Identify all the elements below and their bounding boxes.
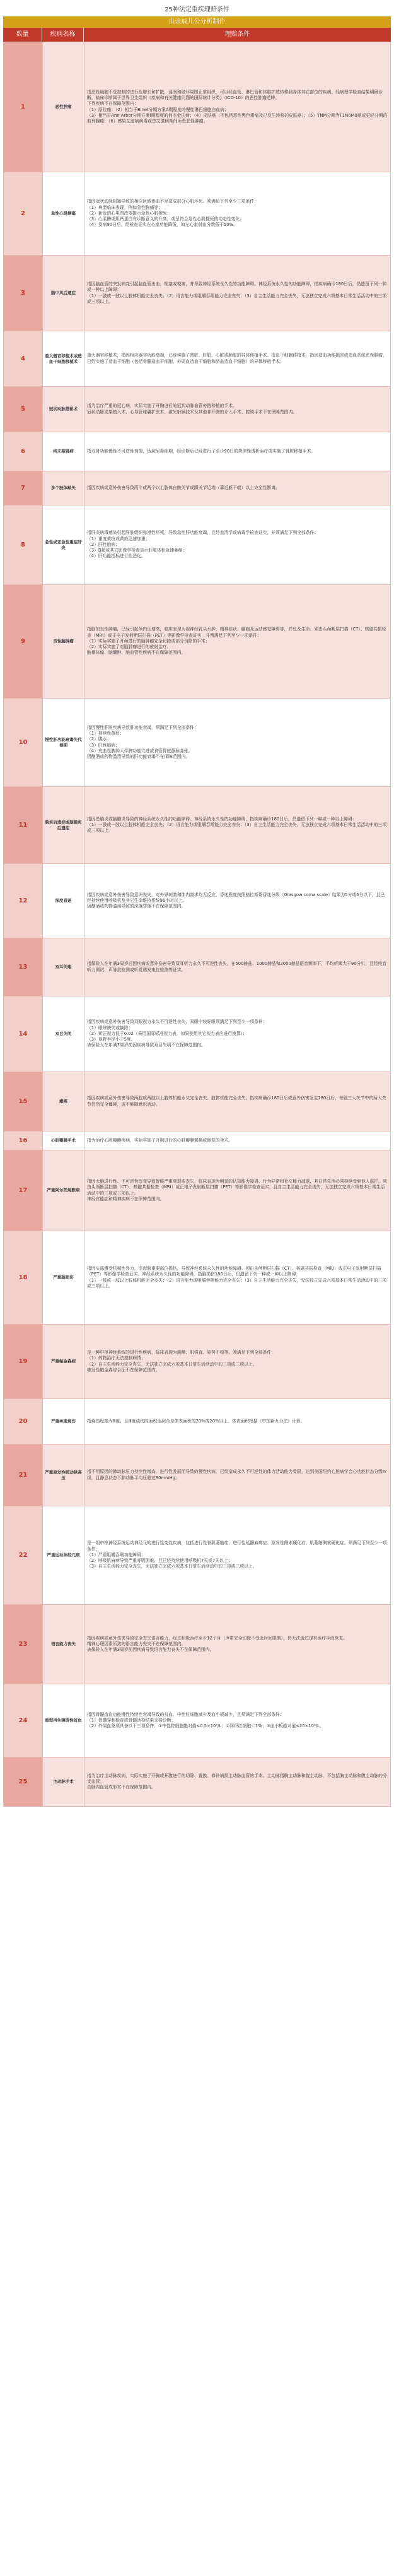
header-number: 数量 — [3, 28, 42, 42]
table-row — [4, 1231, 390, 1324]
row-number: 15 — [4, 1072, 43, 1131]
disease-name: 严重Ⅲ度烧伤 — [43, 1399, 84, 1444]
row-number: 4 — [4, 331, 43, 386]
disease-name: 恶性肿瘤 — [43, 42, 84, 172]
row-number: 3 — [4, 256, 43, 331]
claim-condition-cell — [84, 1684, 390, 1757]
disease-name: 语言能力丧失 — [43, 1605, 84, 1684]
claim-condition-cell — [84, 938, 390, 996]
claim-condition-cell — [84, 1150, 390, 1231]
claim-condition-text: 指因疾病或意外伤害导致双眼视力永久不可逆性丧失，双眼中较好眼须满足下列至少一项条件： （1）眼球缺失或摘除； （2）矫正视力低于0.02（采用国际标准视力表，如果使用其它视力表应进行换算）； （3）视野半径小于5度。 被保险人在年满3周岁前因疾病导致双目失明不在保障范围内。 — [87, 1019, 267, 1048]
disease-name: 严重脑损伤 — [43, 1231, 84, 1324]
claim-condition-cell — [84, 1072, 390, 1131]
disease-table — [3, 42, 391, 1807]
claim-condition-text: 指因疾病或意外伤害导致两肢或两肢以上肢体机能永久完全丧失。肢体机能完全丧失，指疾病确诊180日后或意外伤害发生180日后，每肢三大关节中的两大关节仍然完全僵硬，或不能随意识活动。 — [87, 1096, 386, 1107]
claim-condition-cell — [84, 1131, 390, 1150]
row-number: 8 — [4, 505, 43, 584]
row-number: 20 — [4, 1399, 43, 1444]
claim-condition-cell — [84, 42, 390, 172]
claim-condition-text: 指脑的良性肿瘤，已经引起颅内压增高，临床表现为视神经乳头水肿、精神症状、癫痫及运动感觉障碍等，并危及生命。须由头颅断层扫描（CT）、核磁共振检查（MRI）或正电子发射断层扫描（PET）等影像学检查证实，并须满足下列至少一项条件： （1）实际实施了开颅进行的脑肿瘤完全切除或部分切除的手术； （2）实际实施了对脑肿瘤进行的放射治疗。 脑垂体瘤、脑囊肿、脑血管性疾病不在保障范围内。 — [87, 627, 386, 656]
claim-condition-text: 指烧伤程度为Ⅲ度，且Ⅲ度烧伤的面积达到全身体表面积的20%或20%以上。体表面积根据《中国新九分法》计算。 — [87, 1418, 305, 1424]
header-disease: 疾病名称 — [42, 28, 84, 42]
table-row — [4, 786, 390, 863]
disease-name: 急性或亚急性重症肝炎 — [43, 505, 84, 584]
disease-name: 心脏瓣膜手术 — [43, 1131, 84, 1150]
claim-condition-text: 指不明原因的肺动脉压力持续性增高，进行性发展而导致的慢性疾病，已经造成永久不可逆性的体力活动能力受限，达到美国纽约心脏病学会心功能状态分级Ⅳ级，且静息状态下肺动脉平均压超过30mmHg。 — [87, 1469, 387, 1480]
claim-condition-text: 指因疾病或意外伤害导致意识丧失，对外界刺激和体内需求均无反应，昏迷程度按照格拉斯哥昏迷分级（Glasgow coma scale）结果为5分或5分以下，且已经持续使用呼吸机及其它生命维持系统96小时以上。 因酗酒或药物滥用导致的深度昏迷不在保障范围内。 — [87, 892, 385, 909]
claim-condition-text: 是一组中枢神经系统运动神经元的进行性变性疾病，包括进行性脊肌萎缩症、进行性延髓麻痹症、原发性侧索硬化症、肌萎缩侧索硬化症。须满足下列至少一项条件： （1）严重咀嚼吞咽功能障碍； （2）呼吸肌麻痹导致严重呼吸困难，且已经持续使用呼吸机7天或7天以上； （3）自主生活能力完全丧失，无法独立完成六项基本日常生活活动中的三项或三项以上。 — [87, 1540, 387, 1569]
claim-condition-text: 指为治疗心脏瓣膜疾病，实际实施了开胸进行的心脏瓣膜置换或修复的手术。 — [87, 1137, 233, 1143]
row-number: 22 — [4, 1506, 43, 1604]
claim-condition-cell — [84, 471, 390, 505]
table-row — [4, 42, 390, 172]
row-number: 12 — [4, 864, 43, 938]
disease-name: 主动脉手术 — [43, 1758, 84, 1806]
disease-name: 重型再生障碍性贫血 — [43, 1684, 84, 1757]
claim-condition-cell — [84, 864, 390, 938]
claim-condition-cell — [84, 1399, 390, 1444]
row-number: 10 — [4, 699, 43, 786]
claim-condition-cell — [84, 996, 390, 1072]
header-condition: 理赔条件 — [224, 31, 250, 38]
disease-name: 严重帕金森病 — [43, 1325, 84, 1398]
claim-condition-text: 指保险人在年满3周岁后因疾病或意外伤害导致双耳听力永久不可逆性丧失，在500赫兹、1000赫兹和2000赫兹语音频率下，平均听阈大于90分贝，且经纯音听力测试、声导抗检测或听觉诱发电位检测等证实。 — [87, 961, 387, 972]
claim-condition-cell — [84, 1325, 390, 1398]
table-row — [4, 1398, 390, 1444]
row-number: 19 — [4, 1325, 43, 1398]
claim-condition-text: 指因慢性肝脏疾病导致肝功能衰竭，须满足下列全部条件： （1）持续性黄疸； （2）腹水； （3）肝性脑病； （4）充血性脾肿大伴脾功能亢进或食管胃底静脉曲张。 因酗酒或药物滥用导致的肝功能衰竭不在保障范围内。 — [87, 724, 199, 760]
table-row — [4, 1757, 390, 1806]
disease-name: 严重阿尔茨海默病 — [43, 1150, 84, 1231]
disease-name: 重大器官移植术或造血干细胞移植术 — [43, 331, 84, 386]
row-number: 25 — [4, 1758, 43, 1806]
claim-condition-cell — [84, 585, 390, 698]
row-number: 13 — [4, 938, 43, 996]
claim-condition-text: 指双肾功能慢性不可逆性衰竭，达到尿毒症期，经诊断后已经进行了至少90日的规律性透析治疗或实施了肾脏移植手术。 — [87, 448, 316, 454]
claim-condition-text: 重大器官移植术，指因相应器官功能衰竭，已经实施了肾脏、肝脏、心脏或肺脏的异体移植手术。造血干细胞移植术，指因造血功能损害或造血系统恶性肿瘤，已经实施了造血干细胞（包括骨髓造血干细胞、外周血造血干细胞和脐血造血干细胞）的异体移植手术。 — [87, 353, 387, 364]
table-row — [4, 1444, 390, 1506]
disease-name: 双目失明 — [43, 996, 84, 1072]
table-row — [4, 331, 390, 386]
claim-condition-text: 指因脑血管的突发病变引起脑血管出血、栓塞或梗塞，并导致神经系统永久性的功能障碍。神经系统永久性的功能障碍，指疾病确诊180日后，仍遗留下列一种或一种以上障碍： （1）一肢或一肢以上肢体机能完全丧失；（2）语言能力或咀嚼吞咽能力完全丧失；（3）自主生活能力完全丧失，无法独立完成六项基本日常生活活动中的三项或三项以上。 — [87, 281, 387, 304]
claim-condition-text: 指因疾病或意外伤害导致完全丧失语言能力，经过积极治疗至少12个月（声带完全切除不受此时间限制），仍无法通过现有医疗手段恢复。 精神心理因素所致的语言能力丧失不在保障范围内。 被保险人在年满3周岁前因疾病导致语言能力丧失不在保障范围内。 — [87, 1635, 348, 1653]
disease-name: 脑炎后遗症或脑膜炎后遗症 — [43, 787, 84, 863]
table-row — [4, 1324, 390, 1398]
claim-condition-cell — [84, 1445, 390, 1506]
claim-condition-text: 指因大脑进行性、不可逆性改变导致智能严重衰退或丧失，临床表现为明显的认知能力障碍、行为异常和社交能力减退，其日常生活必须持续受到他人监护。须由头颅断层扫描（CT）、核磁共振检查（MRI）或正电子发射断层扫描（PET）等影像学检查证实，且自主生活能力完全丧失，无法独立完成六项基本日常生活活动中的三项或三项以上。 神经官能症和精神疾病不在保障范围内。 — [87, 1178, 387, 1202]
table-row — [4, 584, 390, 698]
table-row — [4, 471, 390, 505]
row-number: 18 — [4, 1231, 43, 1324]
disease-name: 脑中风后遗症 — [43, 256, 84, 331]
table-row — [4, 1684, 390, 1757]
claim-condition-cell — [84, 256, 390, 331]
disease-name: 急性心肌梗塞 — [43, 172, 84, 255]
author-banner: 由亲戚儿公分析制作 — [3, 16, 391, 28]
claim-condition-text: 指因疾病或意外伤害导致两个或两个以上肢体自腕关节或踝关节近端（靠近躯干端）以上完全性断离。 — [87, 485, 280, 490]
table-header — [3, 28, 391, 42]
row-number: 2 — [4, 172, 43, 255]
claim-condition-text: 指因骨髓造血功能慢性持续性衰竭导致的贫血、中性粒细胞减少及血小板减少，且须满足下列全部条件： （1）骨髓穿刺检查或骨髓活检结果支持诊断； （2）外周血象须具备以下三项条件：①中性粒细胞绝对值≤0.5×10⁹/L；②网织红细胞＜1%；③血小板绝对值≤20×10⁹/L。 — [87, 1711, 324, 1729]
disease-name: 良性脑肿瘤 — [43, 585, 84, 698]
row-number: 24 — [4, 1684, 43, 1757]
disease-name: 深度昏迷 — [43, 864, 84, 938]
claim-condition-cell — [84, 432, 390, 471]
claim-condition-text: 指因头部遭受机械性外力，引起脑重要部位损伤，导致神经系统永久性的功能障碍。须由头颅断层扫描（CT）、核磁共振检查（MRI）或正电子发射断层扫描（PET）等影像学检查证实。神经系统永久性的功能障碍，指脑损伤180日后，仍遗留下列一种或一种以上障碍： （1）一肢或一肢以上肢体机能完全丧失；（2）语言能力或咀嚼吞咽能力完全丧失；（3）自主生活能力完全丧失，无法独立完成六项基本日常生活活动中的三项或三项以上。 — [87, 1265, 387, 1289]
claim-condition-text: 指因冠状动脉阻塞导致的相应区域供血不足造成部分心肌坏死。须满足下列至少三项条件： （1）典型临床表现，例如急性胸痛等； （2）新近的心电图改变提示急性心肌梗死； （3）心肌酶或肌钙蛋白有诊断意义的升高，或呈符合急性心肌梗死的动态性变化； （4）发病90日后，经检查证实左心室功能降低，如左心室射血分数低于50%。 — [87, 199, 258, 228]
document-title: 25种法定重疾理赔条件 — [165, 6, 229, 13]
disease-name: 终末期肾病 — [43, 432, 84, 471]
row-number: 7 — [4, 471, 43, 505]
claim-condition-text: 指为治疗严重的冠心病，实际实施了开胸进行的冠状动脉血管旁路移植的手术。 冠状动脉支架植入术、心导管球囊扩张术、激光射频技术及其他非开胸的介入手术、腔镜手术不在保障范围内。 — [87, 403, 298, 415]
table-row — [4, 938, 390, 996]
table-row — [4, 386, 390, 432]
claim-condition-text: 指因患脑炎或脑膜炎导致的神经系统永久性的功能障碍。神经系统永久性的功能障碍，指疾病确诊180日后，仍遗留下列一种或一种以上障碍： （1）一肢或一肢以上肢体机能完全丧失；（2）语言能力或咀嚼吞咽能力完全丧失；（3）自主生活能力完全丧失，无法独立完成六项基本日常生活活动中的三项或三项以上。 — [87, 816, 387, 834]
disease-name: 严重运动神经元病 — [43, 1506, 84, 1604]
disease-name: 冠状动脉搭桥术 — [43, 387, 84, 432]
claim-condition-cell — [84, 172, 390, 255]
row-number: 9 — [4, 585, 43, 698]
row-number: 14 — [4, 996, 43, 1072]
row-number: 1 — [4, 42, 43, 172]
row-number: 6 — [4, 432, 43, 471]
claim-condition-text: 指肝炎病毒感染引起肝脏组织弥漫性坏死，导致急性肝功能衰竭，且经血清学或病毒学检查证实，并须满足下列全部条件： （1）重度黄疸或黄疸迅速加重； （2）肝性脑病； （3）B超或其它影像学检查显示肝脏体积急速萎缩； （4）肝功能指标进行性恶化。 — [87, 530, 319, 559]
table-row — [4, 1131, 390, 1150]
claim-condition-cell — [84, 387, 390, 432]
disease-name: 慢性肝功能衰竭失代偿期 — [43, 699, 84, 786]
row-number: 11 — [4, 787, 43, 863]
claim-condition-cell — [84, 1231, 390, 1324]
row-number: 5 — [4, 387, 43, 432]
claim-condition-cell — [84, 331, 390, 386]
table-row — [4, 698, 390, 786]
claim-condition-text: 指恶性细胞不受控制的进行性增长和扩散，浸润和破坏周围正常组织，可以经血管、淋巴管和体腔扩散转移到身体其它部位的疾病。经病理学检查结果明确诊断，临床诊断属于世界卫生组织《疾病和有关健康问题的国际统计分类》（ICD-10）的恶性肿瘤范畴。 下列疾病不在保障范围内： （1）原位癌；（2）相当于Binet分期方案A期程度的慢性淋巴细胞白血病； （3）相当于Ann Arbor分期方案I期程度的何杰金氏病；（4）皮肤癌（不包括恶性黑色素瘤及已发生转移的皮肤癌）；（5）TNM分期为T1N0M0期或更轻分期的前列腺癌；（6）感染艾滋病病毒或患艾滋病期间所患恶性肿瘤。 — [87, 89, 388, 124]
disease-name: 双耳失聪 — [43, 938, 84, 996]
table-row — [4, 1072, 390, 1131]
disease-name: 严重原发性肺动脉高压 — [43, 1445, 84, 1506]
disease-name: 瘫痪 — [43, 1072, 84, 1131]
claim-condition-cell — [84, 505, 390, 584]
claim-condition-cell — [84, 1605, 390, 1684]
claim-condition-cell — [84, 787, 390, 863]
row-number: 23 — [4, 1605, 43, 1684]
claim-condition-text: 指为治疗主动脉疾病，实际实施了开胸或开腹进行的切除、置换、修补病损主动脉血管的手术。主动脉指胸主动脉和腹主动脉，不包括胸主动脉和腹主动脉的分支血管。 动脉内血管成形术不在保障范围内。 — [87, 1773, 387, 1790]
table-row — [4, 863, 390, 938]
table-row — [4, 172, 390, 255]
row-number: 21 — [4, 1445, 43, 1506]
row-number: 16 — [4, 1131, 43, 1150]
row-number: 17 — [4, 1150, 43, 1231]
table-row — [4, 432, 390, 471]
claim-condition-cell — [84, 699, 390, 786]
table-row — [4, 255, 390, 331]
table-row — [4, 505, 390, 584]
claim-condition-text: 是一种中枢神经系统的退行性疾病，临床表现为震颤、肌强直、姿势不稳等。须满足下列全部条件： （1）药物治疗无法控制病情； （2）自主生活能力完全丧失，无法独立完成六项基本日常生活活动中的三项或三项以上。 继发性帕金森综合征不在保障范围内。 — [87, 1349, 276, 1373]
table-row — [4, 1150, 390, 1231]
claim-condition-cell — [84, 1506, 390, 1604]
claim-condition-cell — [84, 1758, 390, 1806]
table-row — [4, 996, 390, 1072]
table-row — [4, 1604, 390, 1684]
disease-name: 多个肢体缺失 — [43, 471, 84, 505]
table-row — [4, 1506, 390, 1604]
